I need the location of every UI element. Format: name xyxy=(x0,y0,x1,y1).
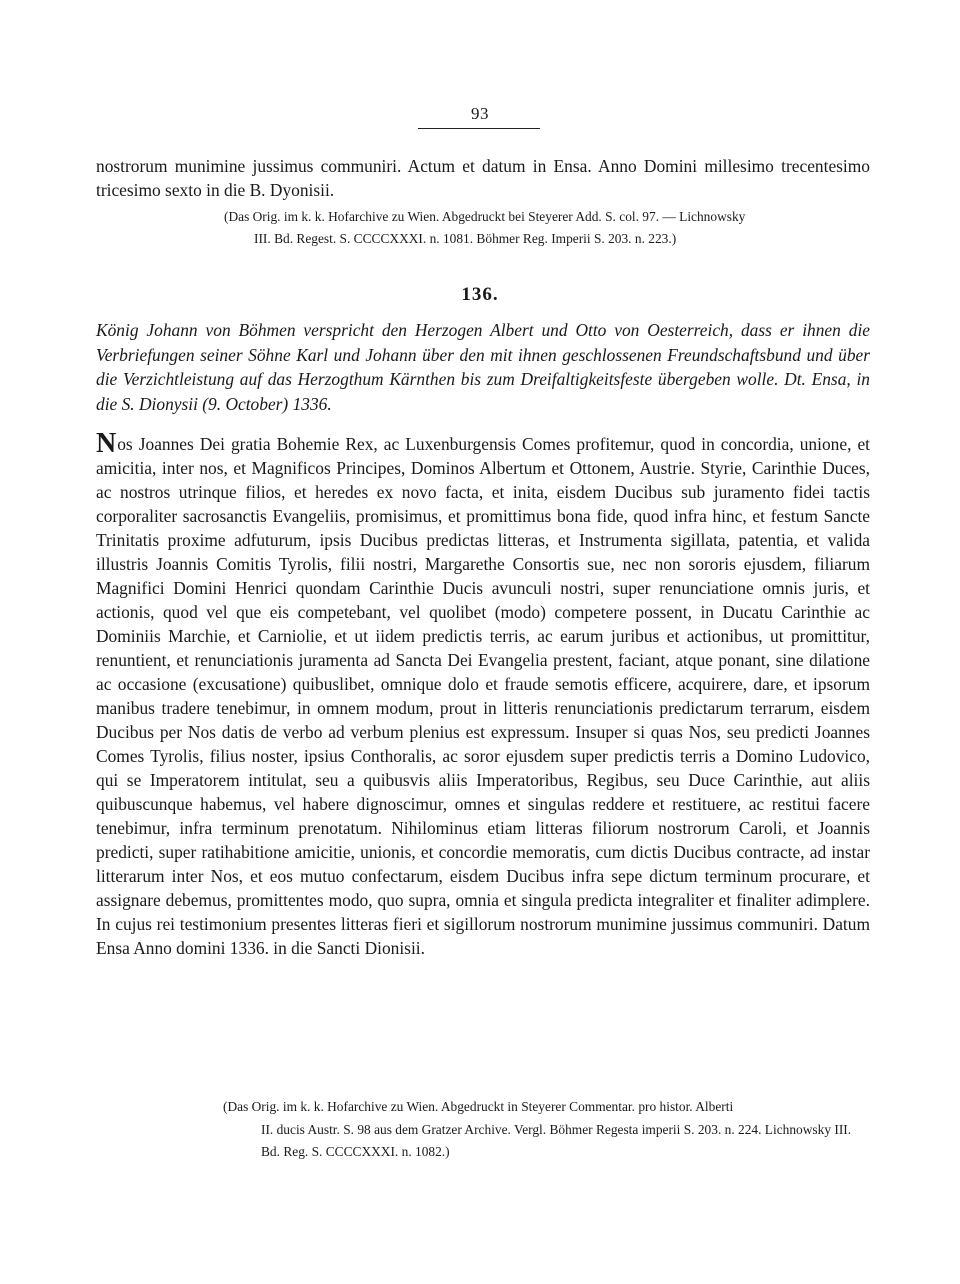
previous-note-continuation: III. Bd. Regest. S. CCCCXXXI. n. 1081. Böhmer Reg. Imperii S. 203. n. 223.) xyxy=(254,231,677,246)
document-body xyxy=(96,428,870,960)
previous-note-first-line: (Das Orig. im k. k. Hofarchive zu Wien. Abgedruckt bei Steyerer Add. S. col. 97. — Lichnowsky xyxy=(224,209,746,224)
page-number: 93 xyxy=(471,104,489,123)
source-note-continuation: II. ducis Austr. S. 98 aus dem Gratzer Archive. Vergl. Böhmer Regesta imperii S. 203. n. 224. Lichnowsky III. Bd. Reg. S. CCCCXXXI. n. 1082.) xyxy=(261,1121,852,1159)
document-body-text: os Joannes Dei gratia Bohemie Rex, ac Luxenburgensis Comes profitemur, quod in concordia, unione, et amicitia, inter nos, et Magnificos Principes, Dominos Albertum et Ottonem, Austrie. Styrie, Carinthie Duces, ac nostros utrinque filios, et heredes ex novo facta, et inita, eisdem Ducibus sub juramento fidei tactis corporaliter sacrosanctis Evangeliis, promisimus, et promittimus bona fide, quod infra hinc, et festum Sancte Trinitatis proxime adfuturum, ipsis Ducibus predictas litteras, et Instrumenta sigillata, patentia, et valida illustris Joannis Comitis Tyrolis, filii nostri, Margarethe Consortis sue, nec non sororis ejusdem, filiarum Magnifici Domini Henrici quondam Carinthie Ducis avunculi nostri, super renunciatione omnis juris, et actionis, quod vel que eis competebant, vel quolibet (modo) competere possent, in Ducatu Carinthie ac Dominiis Marchie, et Carniolie, et ut iidem predictis terris, ac earum juribus et actionibus, ut promittitur, renuntient, et renunciationis juramenta ad Sancta Dei Evangelia prestent, faciant, atque ponant, sine dilatione ac occasione (excusatione) quibuslibet, omnique dolo et fraude semotis efficere, acquirere, dare, et ipsorum manibus tradere tenebimur, in omnem modum, prout in litteris renunciationis predictarum terrarum, eisdem Ducibus per Nos datis de verbo ad verbum plenius est expressum. Insuper si quas Nos, seu predicti Joannes Comes Tyrolis, filius noster, ipsius Conthoralis, ac soror ejusdem super predictis terris a Domino Ludovico, qui se Imperatorem intitulat, seu a quibusvis aliis Imperatoribus, Regibus, seu Duce Carinthie, aut aliis quibuscunque habemus, vel habere dignoscimur, omnes et singulas reddere et restituere, ac restitui facere tenebimur, infra terminum prenotatum. Nihilominus etiam litteras filiorum nostrorum Caroli, et Joannis predicti, super ratihabitione amicitie, unionis, et concordie memoratis, cum dictis Ducibus contracte, ad instar litterarum inter Nos, et eos mutuo confectarum, eisdem Ducibus infra sepe dictum terminum procurare, et assignare debemus, promittentes modo, quo supra, omnia et singula predicta integraliter et finaliter adimplere. In cujus rei testimonium presentes litteras fieri et sigillorum nostrorum munimine jussimus communiri. Datum Ensa Anno domini 1336. in die Sancti Dionisii. xyxy=(96,434,870,958)
document-source-note xyxy=(223,1096,869,1164)
initial-letter: N xyxy=(96,428,117,459)
document-number: 136. xyxy=(461,284,499,305)
previous-document-note xyxy=(96,206,870,250)
source-note-first-line: (Das Orig. im k. k. Hofarchive zu Wien. Abgedruckt in Steyerer Commentar. pro histor. Alberti xyxy=(223,1099,734,1114)
previous-document-ending: nostrorum munimine jussimus communiri. Actum et datum in Ensa. Anno Domini millesimo trecentesimo tricesimo sexto in die B. Dyonisii. xyxy=(96,156,870,200)
document-regest: König Johann von Böhmen verspricht den Herzogen Albert und Otto von Oesterreich, dass er ihnen die Verbriefungen seiner Söhne Karl und Johann über den mit ihnen geschlossenen Freundschaftsbund und über die Verzichtleistung auf das Herzogthum Kärnthen bis zum Dreifaltigkeitsfeste übergeben wolle. Dt. Ensa, in die S. Dionysii (9. October) 1336. xyxy=(96,320,870,414)
page-number-rule xyxy=(418,128,540,129)
